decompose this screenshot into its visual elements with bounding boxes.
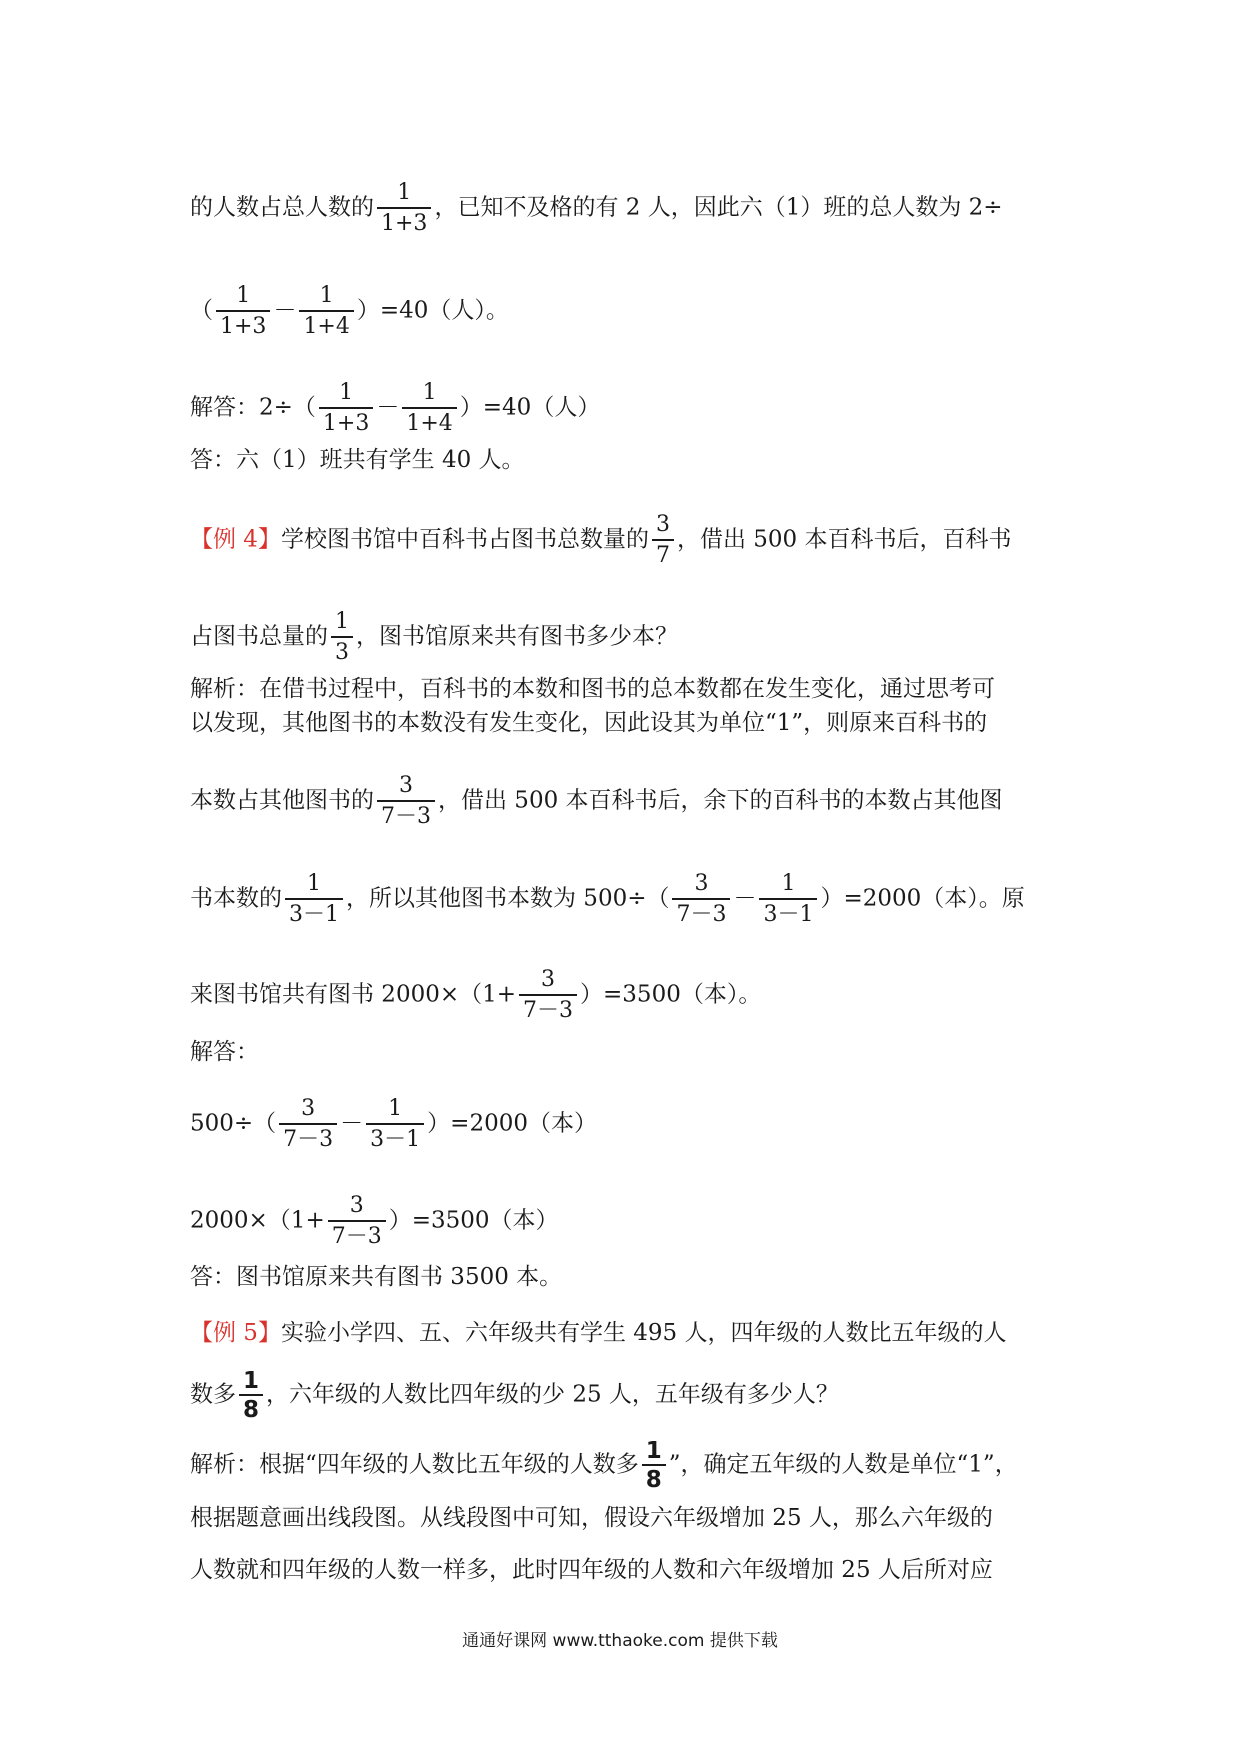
- fraction: [377, 773, 435, 830]
- denominator: 7－3: [331, 1224, 382, 1249]
- text-segment: 人数就和四年级的人数一样多，此时四年级的人数和六年级增加 25 人后所对应: [190, 1557, 993, 1583]
- text-line: [190, 1439, 1060, 1492]
- text-segment: 解答：2÷（: [190, 394, 316, 421]
- text-segment: 解答：: [190, 1039, 259, 1065]
- footer-credit: 通通好课网 www.tthaoke.com 提供下载: [462, 1631, 778, 1651]
- text-segment: ，借出 500 本百科书后，余下的百科书的本数占其他图: [438, 787, 1003, 814]
- fraction: [239, 1369, 263, 1422]
- numerator: 1: [366, 1096, 424, 1125]
- fraction: [402, 380, 456, 437]
- text-line: [190, 283, 1060, 340]
- denominator: 8: [243, 1397, 260, 1423]
- text-line: [190, 180, 1060, 237]
- fraction: [366, 1096, 424, 1153]
- text-segment: ，所以其他图书本数为 500÷（: [346, 885, 670, 912]
- text-segment: 本数占其他图书的: [190, 787, 374, 814]
- text-segment: 500÷（: [190, 1110, 277, 1137]
- fraction: [377, 180, 431, 237]
- answer-line: [190, 443, 1060, 477]
- text-segment: 来图书馆共有图书 2000×（1+: [190, 981, 517, 1008]
- fraction: [642, 1439, 666, 1492]
- denominator: 7－3: [676, 902, 727, 927]
- fraction: [216, 283, 270, 340]
- numerator: 3: [328, 1193, 386, 1222]
- denominator: 3: [335, 640, 349, 665]
- denominator: 1+3: [220, 314, 267, 339]
- numerator: 1: [319, 380, 373, 409]
- numerator: 1: [759, 871, 817, 900]
- answer-line: [190, 1260, 1060, 1294]
- example-5-question: [190, 1316, 1060, 1350]
- text-segment: ，借出 500 本百科书后，百科书: [676, 526, 1012, 553]
- fraction: [299, 283, 353, 340]
- text-line: [190, 1369, 1060, 1422]
- fraction: [759, 871, 817, 928]
- text-line: [190, 871, 1060, 928]
- numerator: 1: [377, 180, 431, 209]
- fraction: [285, 871, 343, 928]
- fraction: [652, 512, 674, 569]
- text-line: [190, 1096, 1060, 1153]
- fraction: [672, 871, 730, 928]
- text-line: [190, 672, 1060, 706]
- denominator: 1+3: [381, 211, 428, 236]
- denominator: 1+3: [322, 411, 370, 436]
- minus-sign: －: [733, 885, 757, 912]
- numerator: 3: [672, 871, 730, 900]
- numerator: 1: [642, 1439, 666, 1466]
- fraction: [328, 1193, 386, 1250]
- text-segment: 实验小学四、五、六年级共有学生 495 人，四年级的人数比五年级的人: [280, 1320, 1007, 1346]
- denominator: 1+4: [303, 314, 350, 339]
- text-line: [190, 380, 1060, 437]
- text-segment: ）=3500（本）。: [580, 981, 762, 1008]
- denominator: 7－3: [283, 1127, 334, 1152]
- denominator: 8: [645, 1467, 662, 1493]
- minus-sign: －: [376, 394, 400, 421]
- text-segment: ）=40（人）: [459, 394, 601, 421]
- text-segment: 学校图书馆中百科书占图书总数量的: [280, 526, 649, 553]
- text-segment: 书本数的: [190, 885, 282, 912]
- text-segment: ”，确定五年级的人数是单位“1”，: [668, 1451, 1018, 1478]
- numerator: 1: [216, 283, 270, 312]
- text-line: [190, 1193, 1060, 1250]
- example-tag: 【例 5】: [190, 1320, 281, 1346]
- text-segment: 数多: [190, 1381, 236, 1408]
- text-segment: 解析：根据“四年级的人数比五年级的人数多: [190, 1451, 639, 1478]
- numerator: 3: [652, 512, 674, 541]
- numerator: 1: [331, 609, 353, 638]
- text-line: [190, 773, 1060, 830]
- text-segment: 的人数占总人数的: [190, 194, 374, 221]
- text-segment: 2000×（1+: [190, 1207, 325, 1234]
- numerator: 3: [377, 773, 435, 802]
- denominator: 7－3: [381, 804, 431, 829]
- text-segment: ）=2000（本）: [427, 1110, 597, 1137]
- numerator: 3: [279, 1096, 337, 1125]
- example-4-question: [190, 512, 1060, 569]
- text-segment: ，六年级的人数比四年级的少 25 人，五年级有多少人？: [266, 1381, 839, 1408]
- minus-sign: －: [273, 297, 297, 324]
- denominator: 3－1: [370, 1127, 421, 1152]
- text-segment: ，图书馆原来共有图书多少本？: [356, 623, 678, 650]
- denominator: 7: [655, 543, 670, 568]
- denominator: 3－1: [289, 902, 339, 927]
- text-line: [190, 1035, 1060, 1069]
- text-segment: 答：六（1）班共有学生 40 人。: [190, 447, 525, 473]
- fraction: [319, 380, 373, 437]
- text-line: [190, 609, 1060, 666]
- fraction: [519, 967, 577, 1024]
- text-segment: 解析：在借书过程中，百科书的本数和图书的总本数都在发生变化，通过思考可: [190, 676, 995, 702]
- text-line: [190, 1553, 1060, 1587]
- text-line: [190, 967, 1060, 1024]
- text-segment: ，已知不及格的有 2 人，因此六（1）班的总人数为 2÷: [434, 194, 1003, 221]
- numerator: 1: [285, 871, 343, 900]
- numerator: 3: [519, 967, 577, 996]
- text-segment: 答：图书馆原来共有图书 3500 本。: [190, 1264, 563, 1290]
- text-line: [190, 706, 1060, 740]
- text-segment: ）=3500（本）: [388, 1207, 559, 1234]
- denominator: 7－3: [523, 998, 574, 1023]
- text-segment: 根据题意画出线段图。从线段图中可知，假设六年级增加 25 人，那么六年级的: [190, 1505, 993, 1531]
- denominator: 3－1: [763, 902, 814, 927]
- text-segment: ）=2000（本）。原: [820, 885, 1025, 912]
- numerator: 1: [299, 283, 353, 312]
- example-tag: 【例 4】: [190, 526, 281, 553]
- text-line: [190, 1501, 1060, 1535]
- text-segment: （: [190, 297, 213, 324]
- text-segment: ）=40（人）。: [356, 297, 509, 324]
- denominator: 1+4: [406, 411, 453, 436]
- text-segment: 占图书总量的: [190, 623, 328, 650]
- numerator: 1: [402, 380, 456, 409]
- fraction: [331, 609, 353, 666]
- minus-sign: －: [340, 1110, 364, 1137]
- fraction: [279, 1096, 337, 1153]
- text-segment: 以发现，其他图书的本数没有发生变化，因此设其为单位“1”，则原来百科书的: [190, 710, 988, 736]
- numerator: 1: [239, 1369, 263, 1396]
